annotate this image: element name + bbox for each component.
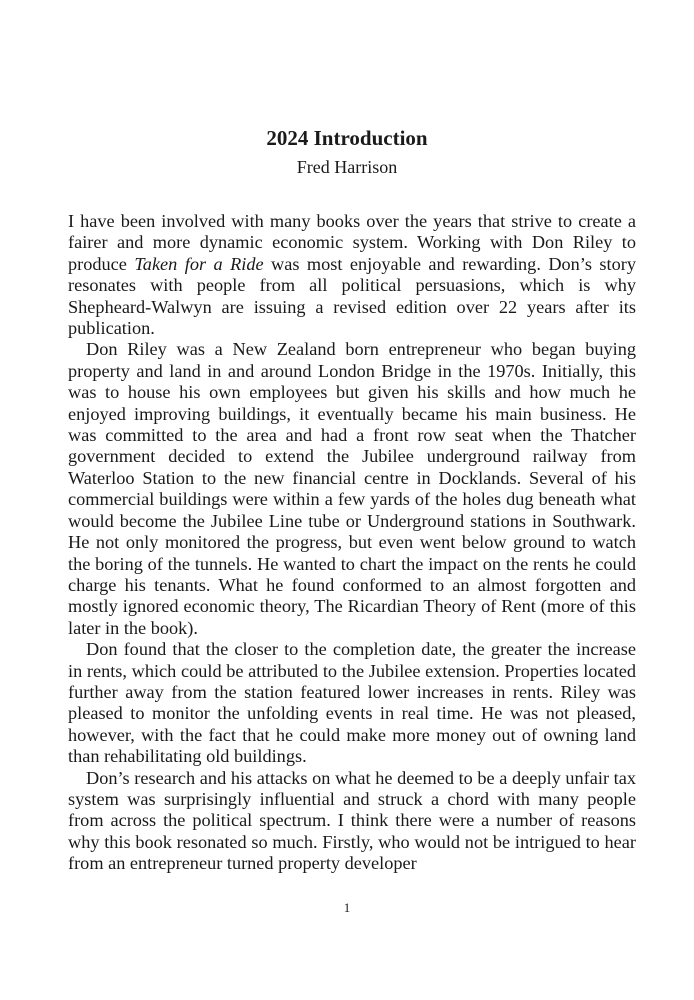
paragraph-1-text-after: was most enjoyable and rewarding. Don’s story resonates with people from all political persuasions, which is why Shepheard-Walwyn are issuing a revised edition over 22 years after its publication. bbox=[68, 253, 636, 339]
book-title-italic: Taken for a Ride bbox=[134, 253, 264, 274]
paragraph-4: Don’s research and his attacks on what he deemed to be a deeply unfair tax system was surprisingly influential and struck a chord with many people from across the political spectrum. I think there were a number of reasons why this book resonated so much. Firstly, who would not be intrigued to hear from an entrepreneur turned property developer bbox=[68, 767, 636, 874]
paragraph-2: Don Riley was a New Zealand born entrepreneur who began buying property and land in and around London Bridge in the 1970s. Initially, this was to house his own employees but given his skills and how much he enjoyed improving buildings, it eventually became his main business. He was committed to the area and had a front row seat when the Thatcher government decided to extend the Jubilee underground railway from Waterloo Station to the new financial centre in Docklands. Several of his commercial buildings were within a few yards of the holes dug beneath what would become the Jubilee Line tube or Underground stations in Southwark. He not only monitored the progress, but even went below ground to watch the boring of the tunnels. He wanted to chart the impact on the rents he could charge his tenants. What he found conformed to an almost forgotten and mostly ignored economic theory, The Ricardian Theory of Rent (more of this later in the book). bbox=[68, 339, 636, 638]
paragraph-1 bbox=[68, 211, 636, 339]
chapter-author: Fred Harrison bbox=[296, 157, 398, 177]
page-number: 1 bbox=[343, 900, 351, 915]
chapter-title: 2024 Introduction bbox=[266, 126, 428, 150]
body-text bbox=[68, 211, 636, 875]
paragraph-1-text-before: I have been involved with many books over the years that strive to create a fairer and more dynamic economic system. Working with Don Riley to produce bbox=[68, 211, 636, 274]
paragraph-3: Don found that the closer to the completion date, the greater the increase in rents, which could be attributed to the Jubilee extension. Properties located further away from the station featured lower increases in rents. Riley was pleased to monitor the unfolding events in real time. He was not pleased, however, with the fact that he could make more money out of owning land than rehabilitating old buildings. bbox=[68, 639, 636, 767]
